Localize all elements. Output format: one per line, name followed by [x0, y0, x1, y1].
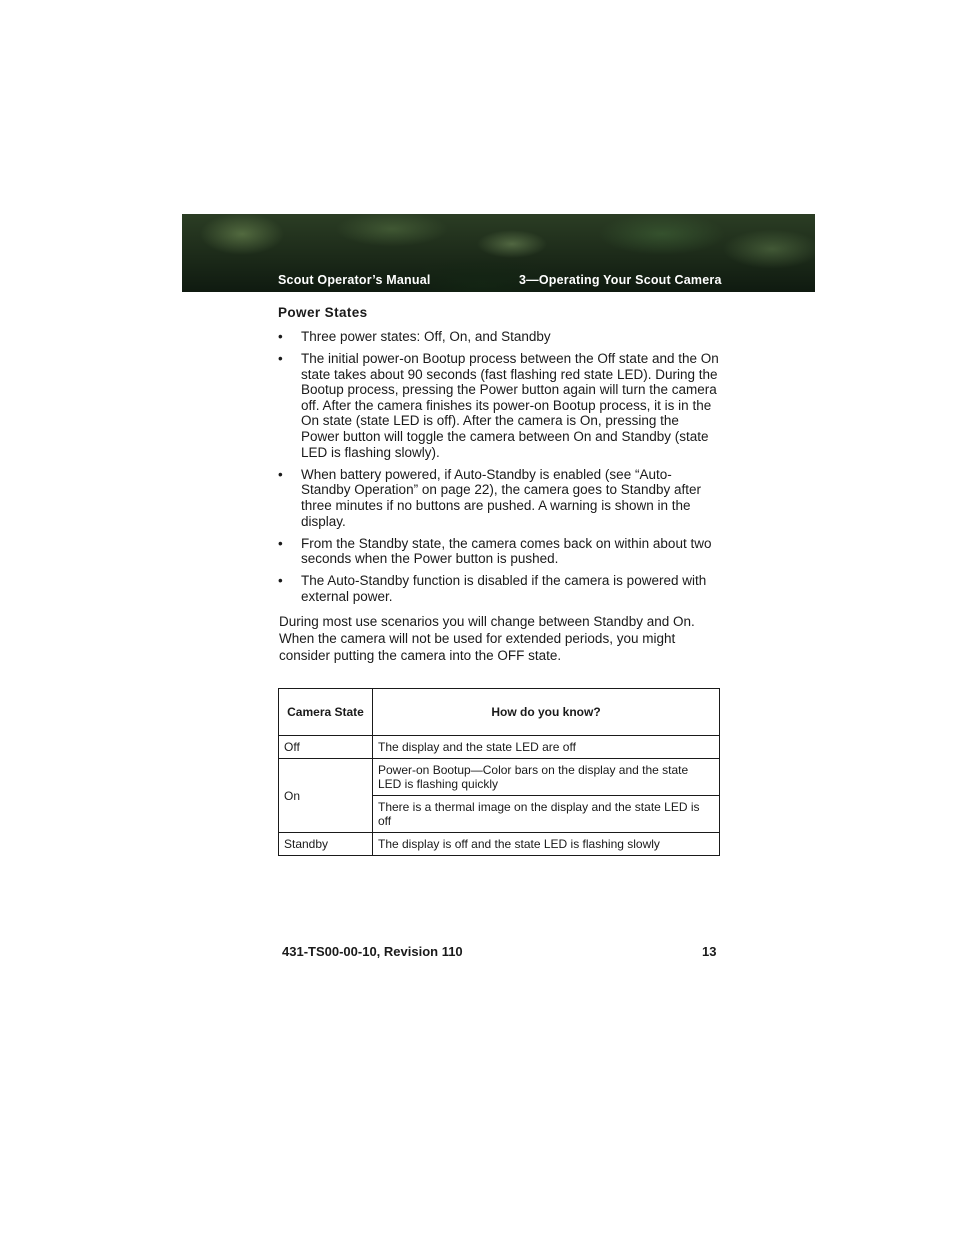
- table-header-row: [279, 689, 720, 736]
- bullet-icon: •: [278, 535, 283, 551]
- body-paragraph: During most use scenarios you will change between Standby and On. When the camera will not be used for extended periods, you might consider putting the camera into the OFF state.: [279, 614, 695, 663]
- section-title: Power States: [278, 305, 368, 320]
- list-item-text: Three power states: Off, On, and Standby: [301, 329, 551, 344]
- description-cell: Power-on Bootup—Color bars on the display and the state LED is flashing quickly: [373, 759, 720, 796]
- description-cell: There is a thermal image on the display and the state LED is off: [373, 796, 720, 833]
- state-cell: Standby: [279, 833, 373, 856]
- description-cell: The display is off and the state LED is flashing slowly: [373, 833, 720, 856]
- list-item: [278, 351, 720, 460]
- footer-page-number: 13: [702, 944, 717, 959]
- list-item-text: The initial power-on Bootup process between the Off state and the On state takes about 90 seconds (fast flashing red state LED). During the Bootup process, pressing the Power button again will turn the camera off. After the camera finishes its power-on Bootup process, it is in the On state (state LED is off). After the camera is On, pressing the Power button will toggle the camera between On and Standby (state LED is flashing slowly).: [301, 351, 719, 460]
- bullet-icon: •: [278, 466, 283, 482]
- table-row: [279, 736, 720, 759]
- bullet-icon: •: [278, 351, 283, 367]
- list-item: [278, 467, 720, 529]
- state-cell: On: [279, 759, 373, 833]
- list-item: [278, 536, 720, 567]
- table-row: [279, 833, 720, 856]
- bullet-icon: •: [278, 329, 283, 344]
- column-header-how-do-you-know: How do you know?: [373, 689, 720, 736]
- description-cell: The display and the state LED are off: [373, 736, 720, 759]
- list-item-text: When battery powered, if Auto-Standby is enabled (see “Auto-Standby Operation” on page 22), the camera goes to Standby after three minutes if no buttons are pushed. A warning is shown in the display.: [301, 466, 702, 529]
- power-states-list: [278, 329, 720, 611]
- list-item: [278, 329, 720, 345]
- bullet-icon: •: [278, 573, 283, 589]
- header-manual-title: Scout Operator’s Manual: [278, 273, 431, 287]
- column-header-camera-state: Camera State: [279, 689, 373, 736]
- table-row: [279, 759, 720, 796]
- camera-state-table: [278, 688, 720, 856]
- footer-document-id: 431-TS00-00-10, Revision 110: [282, 944, 463, 959]
- list-item-text: The Auto-Standby function is disabled if the camera is powered with external power.: [301, 573, 707, 604]
- state-cell: Off: [279, 736, 373, 759]
- header-chapter-title: 3—Operating Your Scout Camera: [519, 273, 722, 287]
- header-banner: [182, 214, 815, 292]
- list-item: [278, 573, 720, 604]
- list-item-text: From the Standby state, the camera comes back on within about two seconds when the Power button is pushed.: [301, 535, 712, 567]
